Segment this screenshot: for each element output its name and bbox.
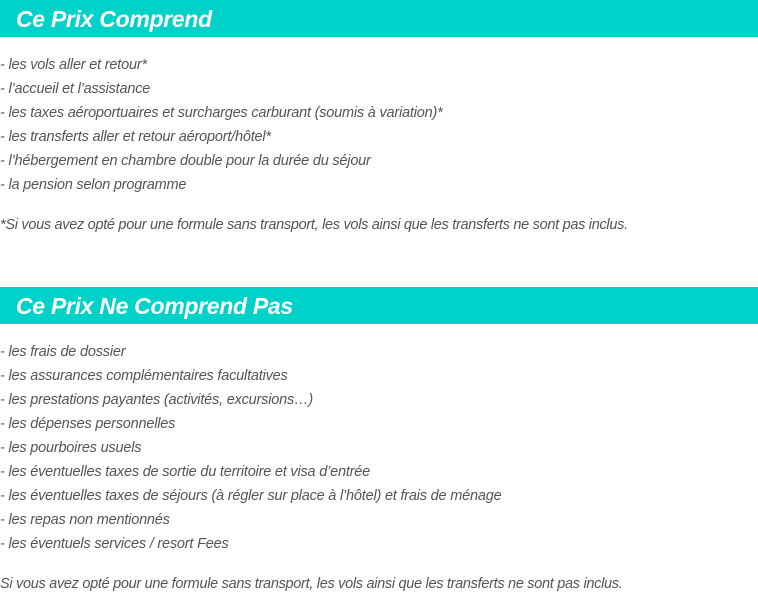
excluded-item: - les éventuelles taxes de sortie du territoire et visa d’entrée [0,464,371,480]
excluded-item: - les frais de dossier [0,344,126,360]
excluded-section-title: Ce Prix Ne Comprend Pas [16,293,293,319]
included-item: - l’hébergement en chambre double pour la durée du séjour [0,153,371,169]
included-item: - les vols aller et retour* [0,57,147,73]
included-item: - l’accueil et l’assistance [0,81,151,97]
excluded-footnote: Si vous avez opté pour une formule sans transport, les vols ainsi que les transferts ne sont pas inclus. [0,576,623,592]
excluded-item: - les repas non mentionnés [0,512,170,528]
included-section-title: Ce Prix Comprend [16,6,212,32]
included-items-list [0,53,443,197]
excluded-item: - les prestations payantes (activités, excursions…) [0,392,313,408]
included-item: - les transferts aller et retour aéroport/hôtel* [0,129,271,145]
excluded-items-list [0,340,501,556]
included-item: - la pension selon programme [0,177,187,193]
included-section-header [0,0,758,37]
included-item: - les taxes aéroportuaires et surcharges carburant (soumis à variation)* [0,105,443,121]
excluded-item: - les pourboires usuels [0,440,142,456]
excluded-item: - les dépenses personnelles [0,416,176,432]
excluded-section-header [0,287,758,324]
excluded-item: - les éventuelles taxes de séjours (à régler sur place à l’hôtel) et frais de ménage [0,488,502,504]
excluded-item: - les éventuels services / resort Fees [0,536,229,552]
excluded-item: - les assurances complémentaires facultatives [0,368,288,384]
included-footnote: *Si vous avez opté pour une formule sans transport, les vols ainsi que les transferts ne sont pas inclus. [0,217,628,233]
